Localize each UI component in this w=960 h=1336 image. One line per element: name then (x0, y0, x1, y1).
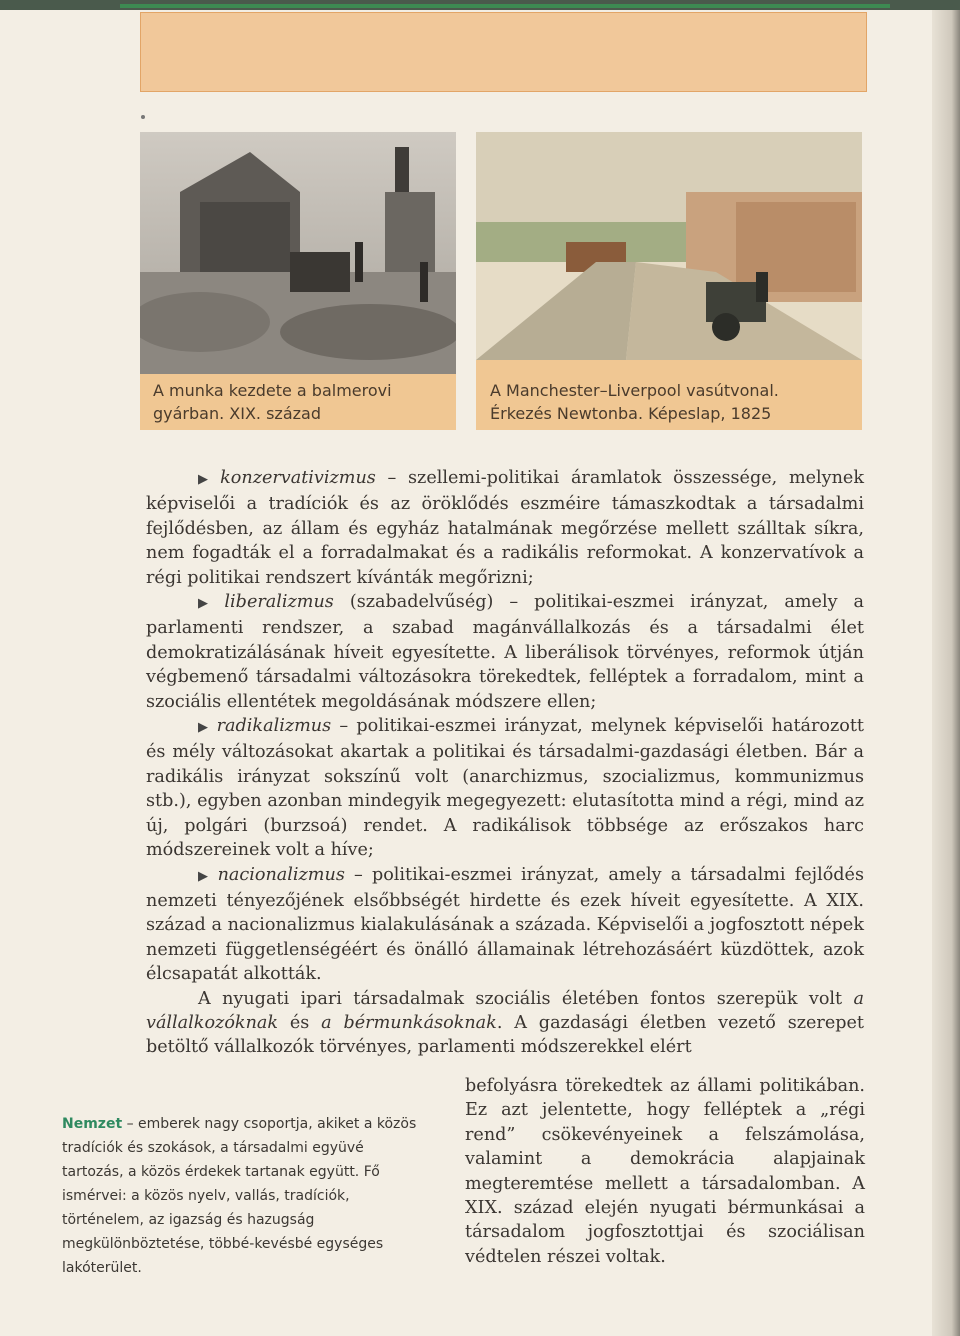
left-caption-line-1: A munka kezdete a balmerovi (153, 381, 392, 400)
text-nacionalizmus: – politikai-eszmei irányzat, amely a társadalmi fejlődés nemzeti tényezőjének elsőbbségét hirdette és ezek híveit egyesítette. A XIX. század a nacionalizmus kialakulásának a százada. Képviselői a jogfosztott népek nemzeti függetlenségéért és önálló államainak létrehozásáért küzdöttek, azok élcsapatát alkották. (146, 864, 864, 985)
para5-term-bermunkasok: a bérmunkásoknak (321, 1012, 497, 1033)
factory-photo (140, 132, 456, 374)
text-liberalizmus: (szabadelvűség) – politikai-eszmei irányzat, amely a parlamenti rendszer, a szabad magánvállalkozás és a társadalmi élet demokratizálásának híveit egyesítette. A liberálisok törvényes, reformok útján végbemenő társadalmi változásokra törekedtek, felléptek a forradalom, mint a szociális ellentétek megoldásának módszere ellen; (146, 592, 865, 712)
para5-text-c: és (278, 1012, 322, 1033)
top-accent-line (120, 4, 890, 8)
paragraph-konzervativizmus (146, 466, 864, 590)
paragraph-liberalizmus (146, 590, 864, 714)
bullet-triangle-icon: ▶ (198, 596, 219, 612)
definition-text: – emberek nagy csoportja, akiket a közös tradíciók és szokások, a társadalmi együvé tartozás, a közös érdekek tartanak együtt. Fő ismérvei: a közös nyelv, vallás, tradíciók, történelem, az igazság és hazugság megkülönböztetése, többé-kevésbé egységes lakóterület. (62, 1116, 417, 1276)
term-nacionalizmus: nacionalizmus (217, 864, 345, 885)
para5-term-vallalkozok: a vállalkozóknak (146, 988, 864, 1033)
paragraph-continuation: befolyásra törekedtek az állami politikában. Ez azt jelentette, hogy felléptek a „régi rend” csökevényeinek a felszámolása, valamint a demokrácia alapjainak megteremtése mellett a társadalomban. A XIX. század elején nyugati bérmunkásai a társadalom jogfosztottjai és szociálisan védtelen részei voltak. (465, 1076, 865, 1267)
left-caption-line-2: gyárban. XIX. század (153, 404, 321, 423)
right-caption-line-2: Érkezés Newtonba. Képeslap, 1825 (490, 404, 772, 423)
header-box (140, 12, 867, 92)
bullet-triangle-icon: ▶ (198, 472, 215, 487)
para5-text-a: A nyugati ipari társadalmak szociális életében fontos szerepük volt (198, 988, 854, 1009)
term-radikalizmus: radikalizmus (216, 716, 332, 737)
page-binding-edge (932, 10, 960, 1336)
definition-term: Nemzet (62, 1116, 123, 1132)
term-liberalizmus: liberalizmus (224, 592, 334, 613)
right-caption-line-1: A Manchester–Liverpool vasútvonal. (490, 381, 779, 400)
right-caption (490, 379, 779, 425)
dot-mark (141, 115, 145, 119)
bullet-triangle-icon: ▶ (198, 720, 211, 736)
text-konzervativizmus: – szellemi-politikai áramlatok összessége, melynek képviselői a tradíciók és az öröklődés eszméire támaszkodtak a társadalmi fejlődésben, az állam és egyház hatalmának megőrzése mellett szálltak síkra, nem fogadták el a forradalmakat és a radikális reformokat. A konzervatívok a régi politikai rendszert kívánták megőrizni; (146, 468, 865, 588)
para5-text-e: . A gazdasági életben vezető szerepet betöltő vállalkozók törvényes, parlamenti módszerekkel elért (146, 1012, 864, 1058)
text-radikalizmus: – politikai-eszmei irányzat, melynek képviselői határozott és mély változásokat akartak a politikai és társadalmi-gazdasági életben. Bár a radikális irányzat sokszínű volt (anarchizmus, szocializmus, kommunizmus stb.), egyben azonban mindegyik megegyezett: elutasította mind a régi, mind az új, polgári (burzsoá) rendet. A radikálisok többsége az erőszakos harc módszereinek volt a híve; (146, 716, 865, 861)
bullet-triangle-icon: ▶ (198, 868, 212, 884)
main-text (146, 466, 864, 1060)
paragraph-tarsadalom (146, 987, 864, 1060)
definition-box (62, 1112, 427, 1280)
paragraph-nacionalizmus (146, 863, 864, 987)
railway-postcard (476, 132, 862, 360)
paragraph-radikalizmus (146, 714, 864, 862)
left-caption (153, 379, 392, 425)
term-konzervativizmus: konzervativizmus (220, 468, 376, 488)
